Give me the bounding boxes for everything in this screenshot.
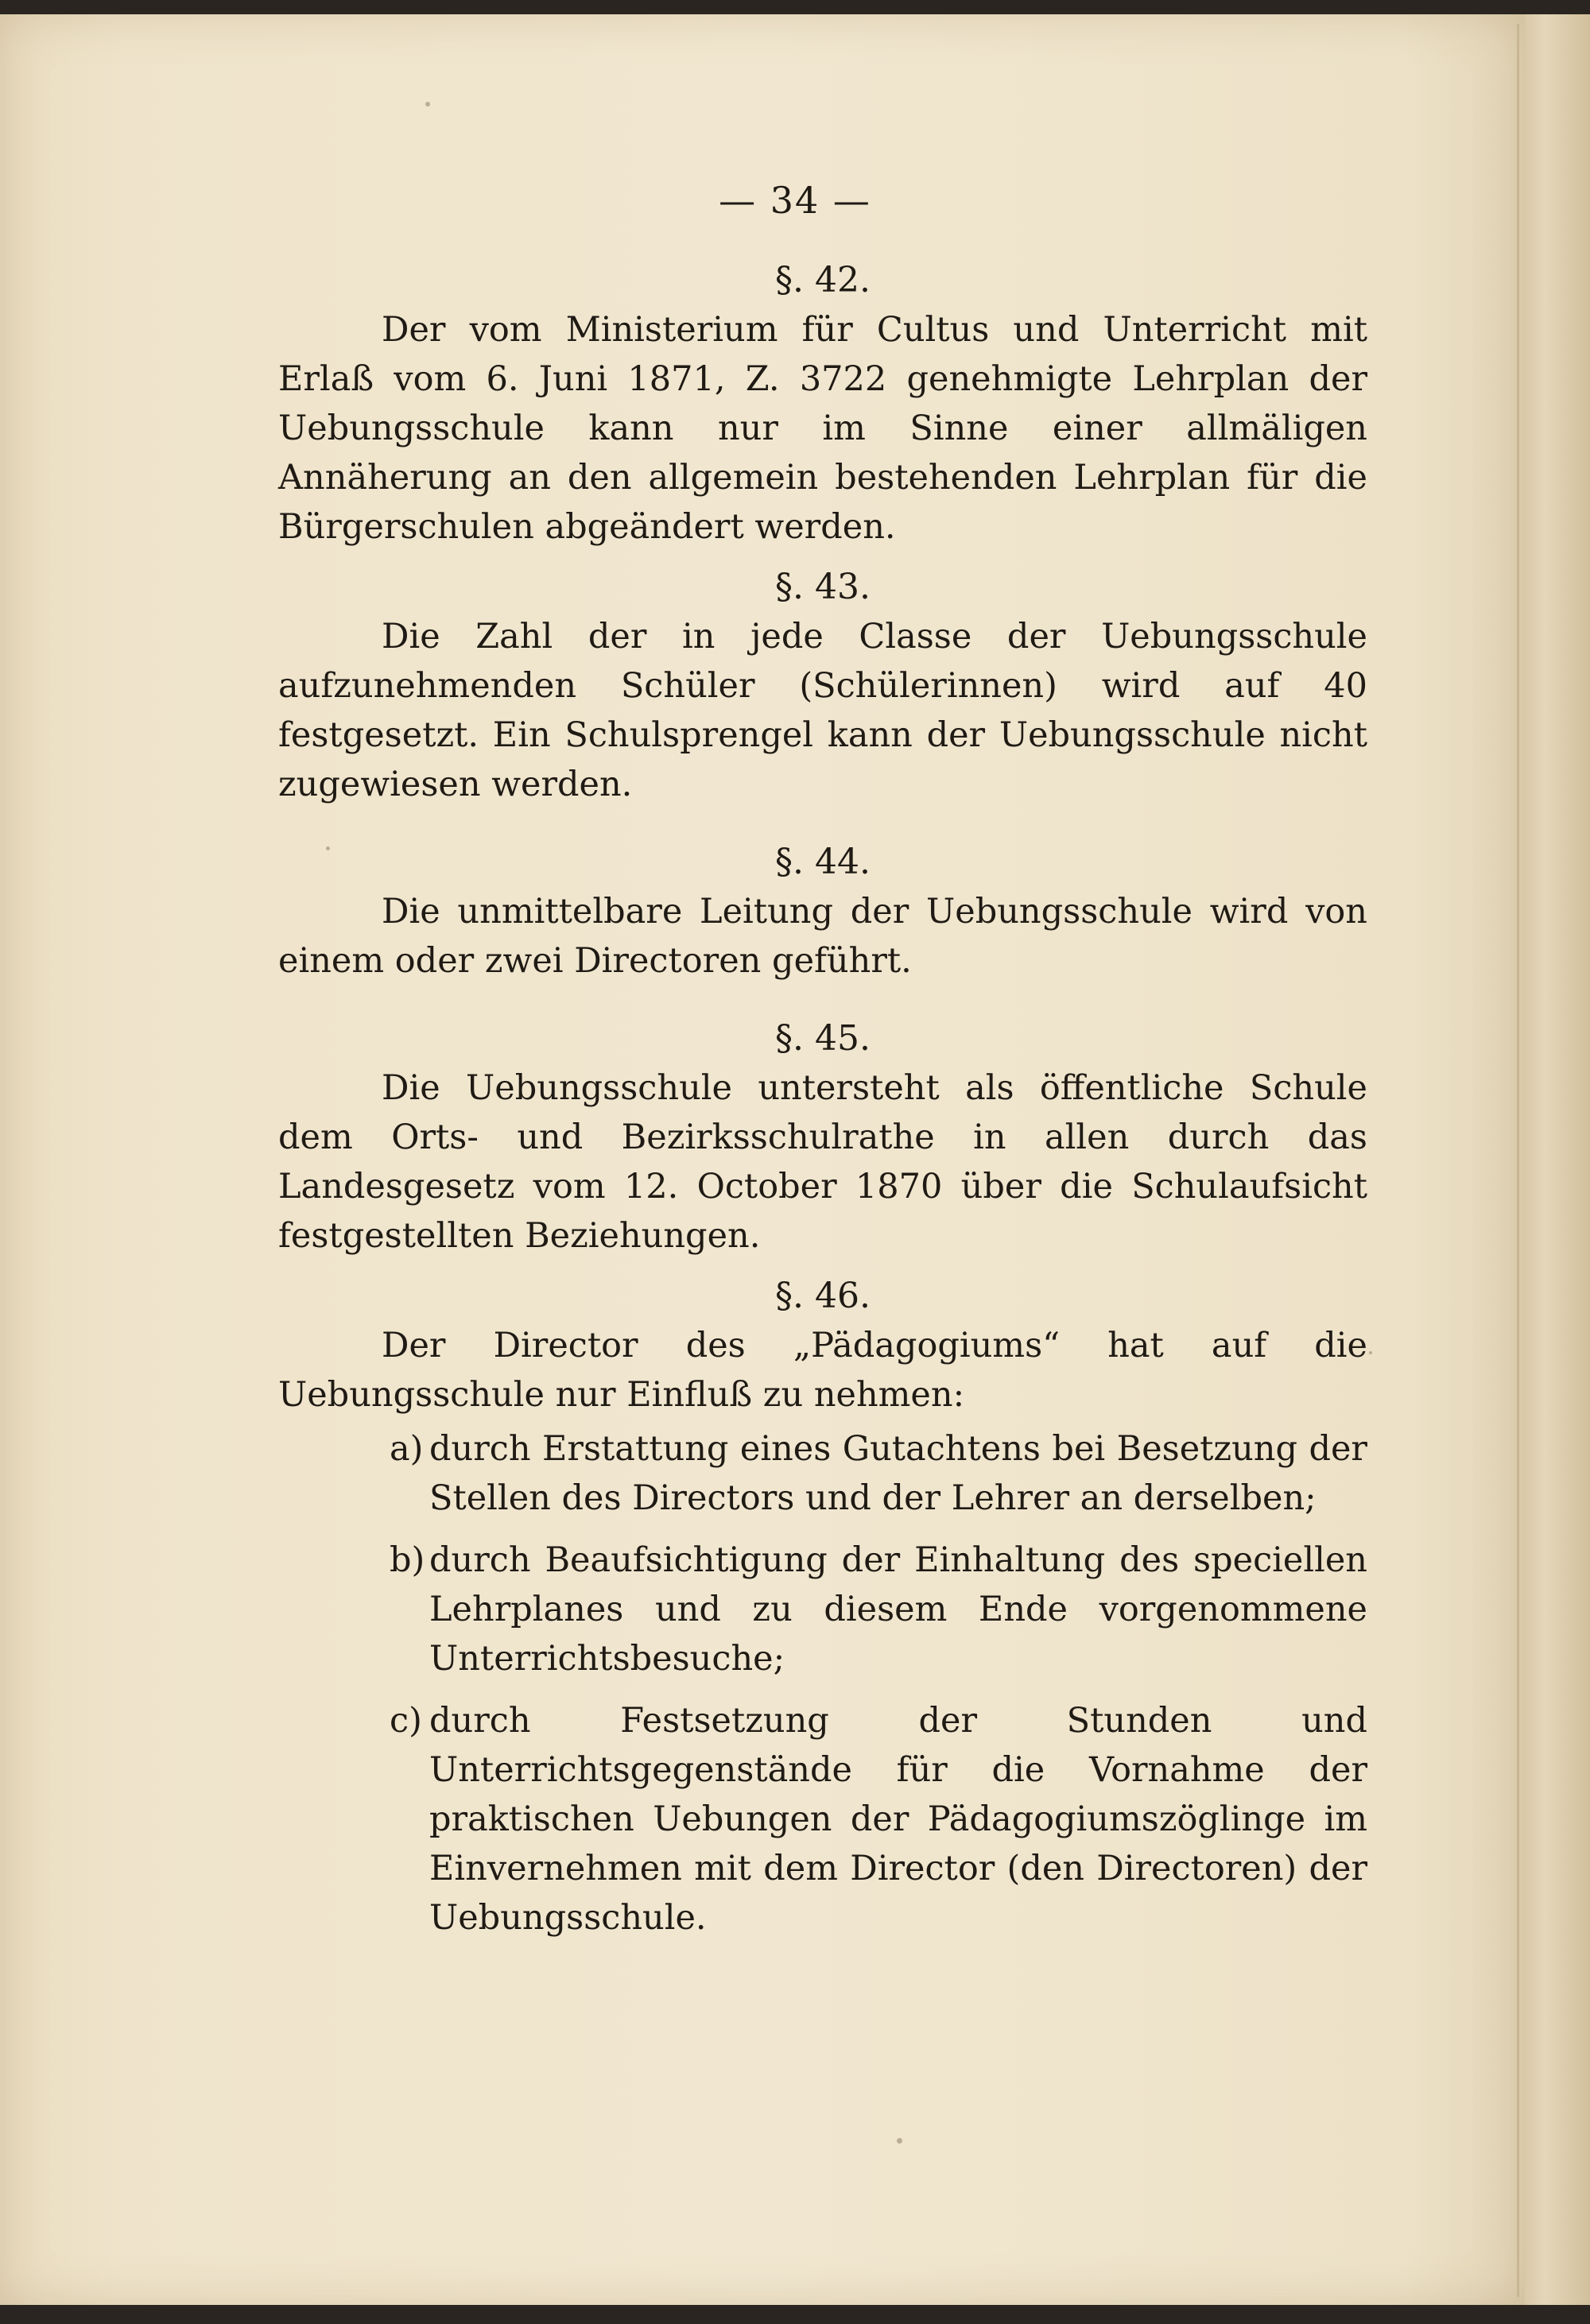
section-heading-44: §. 44. bbox=[775, 842, 871, 882]
list-marker-b: b) bbox=[390, 1540, 425, 1580]
section-text-43: Die Zahl der in jede Classe der Uebungsschule aufzunehmenden Schüler (Schülerinnen) wird auf 40 festgesetzt. Ein Schulsprengel kann der Uebungsschule nicht zugewiesen werden. bbox=[278, 617, 1367, 804]
section-heading-43: §. 43. bbox=[775, 567, 871, 607]
page-gutter bbox=[1517, 24, 1519, 2297]
section-heading-46: §. 46. bbox=[775, 1276, 871, 1316]
list-text-a: durch Erstattung eines Gutachtens bei Besetzung der Stellen des Directors und der Lehrer an derselben; bbox=[429, 1429, 1367, 1518]
list-item bbox=[278, 1536, 1367, 1683]
section-text-45: Die Uebungsschule untersteht als öffentliche Schule dem Orts- und Bezirksschulrathe in allen durch das Landesgesetz vom 12. October 1870 über die Schulaufsicht festgestellten Beziehungen. bbox=[278, 1068, 1367, 1256]
page-edge bbox=[1525, 14, 1590, 2305]
section-heading-42: §. 42. bbox=[775, 260, 871, 300]
provision-list bbox=[278, 1424, 1367, 1942]
list-marker-a: a) bbox=[390, 1429, 424, 1469]
document-body bbox=[278, 256, 1367, 1955]
page-number: — 34 — bbox=[719, 179, 871, 222]
list-text-c: durch Festsetzung der Stunden und Unterrichtsgegenstände für die Vornahme der praktischen Uebungen der Pädagogiumszöglinge im Einvernehmen mit dem Director (den Directoren) der Uebungsschule. bbox=[429, 1701, 1367, 1938]
paper-speck bbox=[425, 102, 430, 107]
list-text-b: durch Beaufsichtigung der Einhaltung des speciellen Lehrplanes und zu diesem Ende vorgenommene Unterrichtsbesuche; bbox=[429, 1540, 1367, 1679]
list-item bbox=[278, 1696, 1367, 1942]
section-heading-45: §. 45. bbox=[775, 1018, 871, 1059]
section-text-42: Der vom Ministerium für Cultus und Unterricht mit Erlaß vom 6. Juni 1871, Z. 3722 genehmigte Lehrplan der Uebungsschule kann nur im Sinne einer allmäligen Annäherung an den allgemein bestehenden Lehrplan für die Bürgerschulen abgeändert werden. bbox=[278, 310, 1367, 547]
list-item bbox=[278, 1424, 1367, 1523]
paper-speck bbox=[1369, 1351, 1372, 1354]
paper-speck bbox=[897, 2138, 902, 2144]
section-text-44: Die unmittelbare Leitung der Uebungsschule wird von einem oder zwei Directoren geführt. bbox=[278, 892, 1367, 981]
list-marker-c: c) bbox=[390, 1701, 422, 1741]
section-text-46: Der Director des „Pädagogiums“ hat auf die Uebungsschule nur Einfluß zu nehmen: bbox=[278, 1326, 1367, 1415]
